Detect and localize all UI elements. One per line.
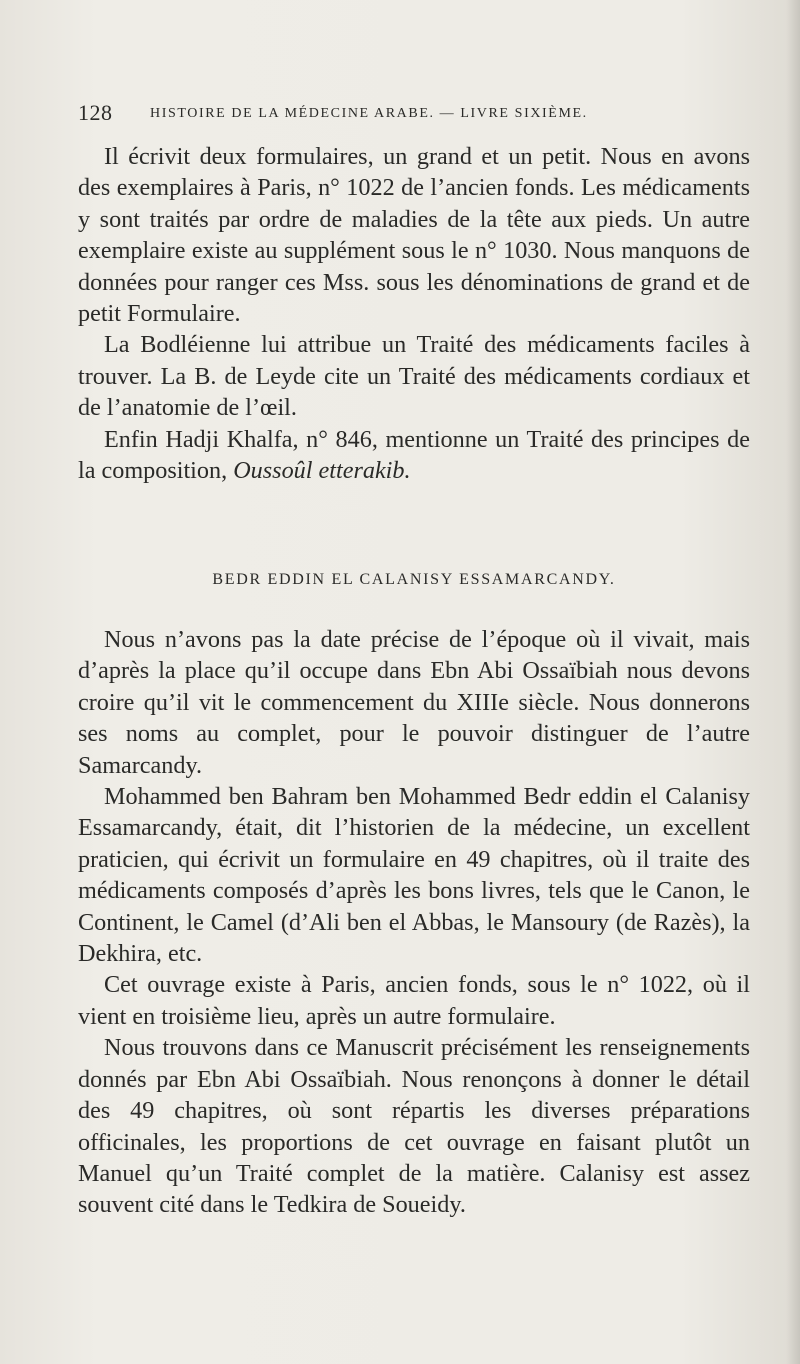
- italic-title: Oussoûl etterakib.: [233, 457, 411, 485]
- running-title: HISTOIRE DE LA MÉDECINE ARABE. — LIVRE SIXIÈME.: [150, 106, 588, 121]
- paragraph: Nous n’avons pas la date précise de l’époque où il vivait, mais d’après la place qu’il occupe dans Ebn Abi Ossaïbiah nous devons croire qu’il vit le commencement du XIIIe siècle. Nous donnerons ses noms au complet, pour le pouvoir distinguer de l’autre Samarcandy.: [78, 626, 750, 779]
- running-head: [78, 100, 690, 130]
- paragraph: Il écrivit deux formulaires, un grand et un petit. Nous en avons des exemplaires à Paris, n° 1022 de l’ancien fonds. Les médicaments y sont traités par ordre de maladies de la tête aux pieds. Un autre exemplaire existe au supplément sous le n° 1030. Nous manquons de données pour ranger ces Mss. sous les dénominations de grand et de petit Formulaire.: [78, 143, 750, 328]
- page-edge-shadow: [786, 0, 800, 1364]
- paragraph: Nous trouvons dans ce Manuscrit précisément les renseignements donnés par Ebn Abi Ossaïbiah. Nous renonçons à donner le détail des 49 chapitres, où sont répartis les diverses préparations officinales, les proportions de cet ouvrage en faisant plutôt un Manuel qu’un Traité complet de la matière. Calanisy est assez souvent cité dans le Tedkira de Soueidy.: [78, 1034, 750, 1219]
- paragraph: [78, 424, 750, 487]
- section-b-text: [78, 624, 750, 1221]
- page-number: 128: [78, 100, 113, 125]
- paragraph: Mohammed ben Bahram ben Mohammed Bedr eddin el Calanisy Essamarcandy, était, dit l’historien de la médecine, un excellent praticien, qui écrivit un formulaire en 49 chapitres, où il traite des médicaments composés d’après les bons livres, tels que le Canon, le Continent, le Camel (d’Ali ben el Abbas, le Mansoury (de Razès), la Dekhira, etc.: [78, 783, 750, 968]
- paragraph: Cet ouvrage existe à Paris, ancien fonds, sous le n° 1022, où il vient en troisième lieu, après un autre formulaire.: [78, 971, 750, 1030]
- section-heading: BEDR EDDIN EL CALANISY ESSAMARCANDY.: [212, 571, 616, 588]
- paragraph: La Bodléienne lui attribue un Traité des médicaments faciles à trouver. La B. de Leyde cite un Traité des médicaments cordiaux et de l’anatomie de l’œil.: [78, 331, 750, 422]
- section-a-text: [78, 141, 750, 486]
- paragraph-text: Enfin Hadji Khalfa, n° 846, mentionne un Traité des principes de la composition,: [78, 425, 750, 485]
